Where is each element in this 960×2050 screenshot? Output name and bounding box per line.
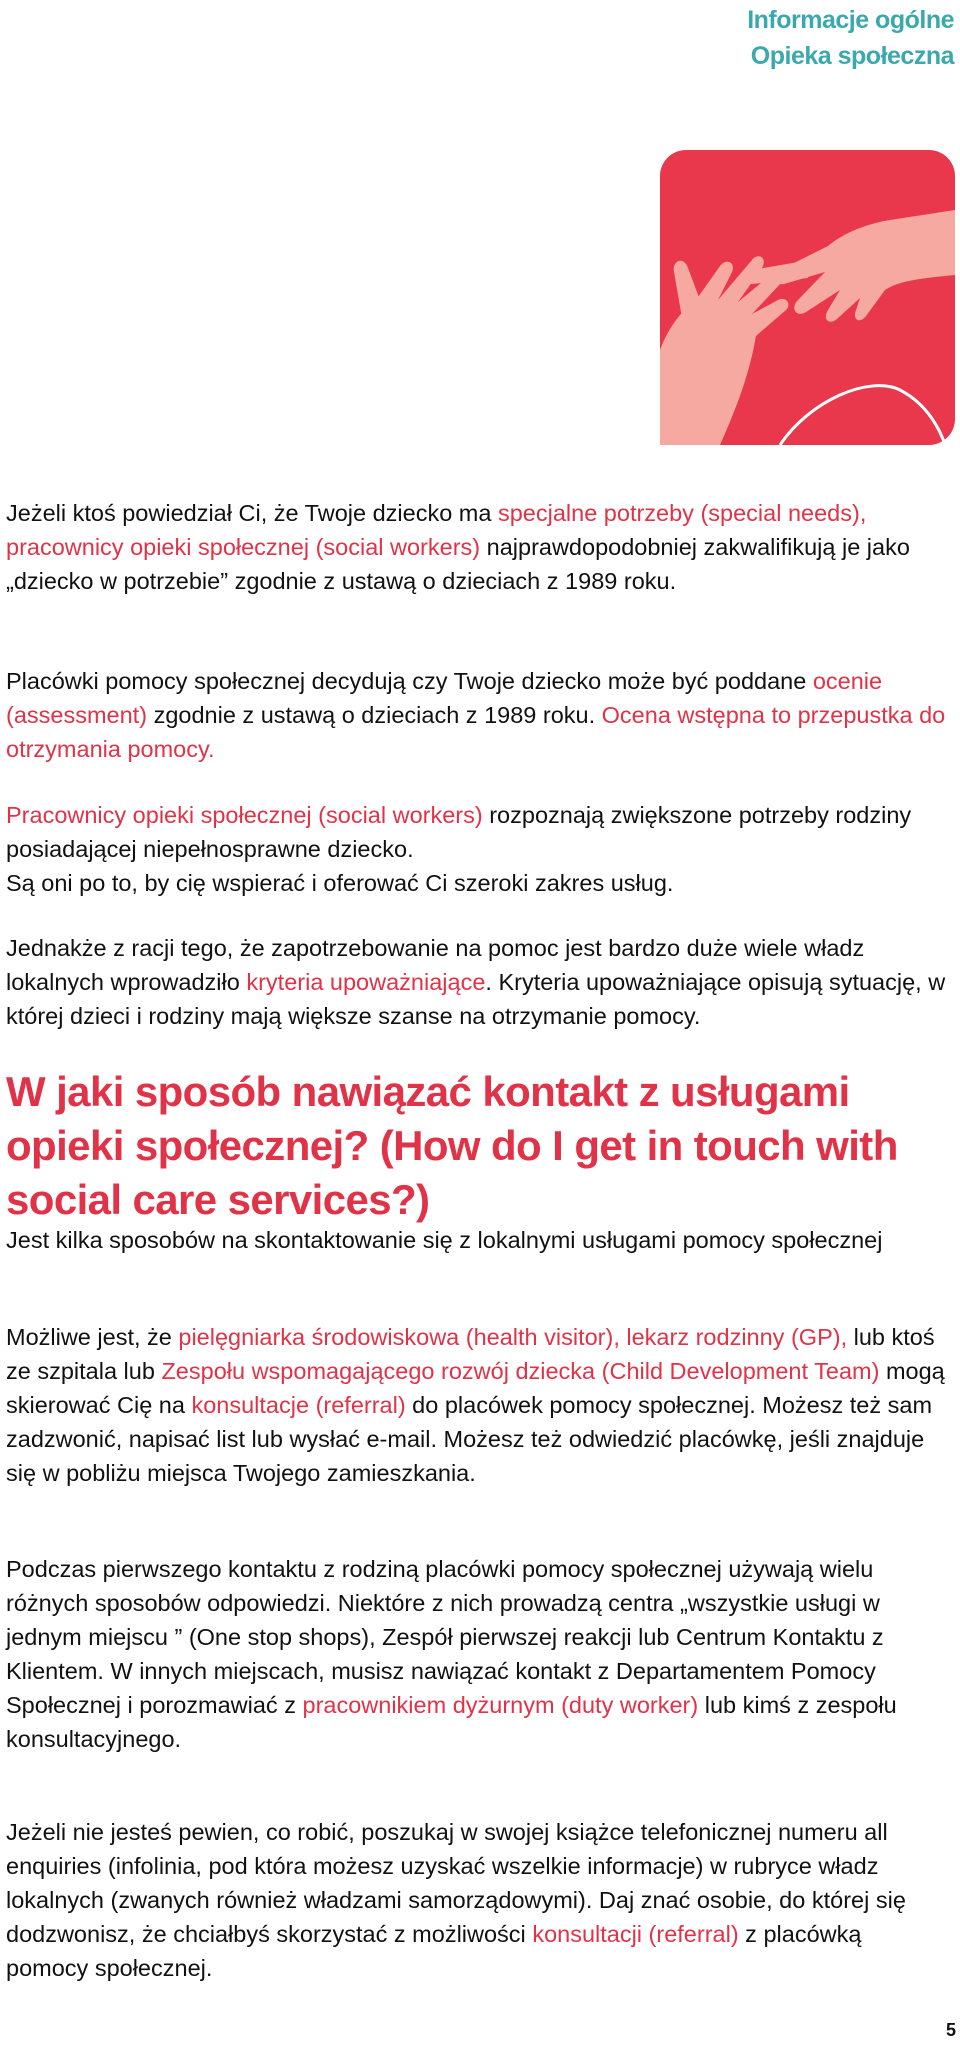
section-header: [747, 2, 954, 74]
text: rozpoznają zwiększone potrzeby rodziny posiadającej niepełnosprawne dziecko.: [6, 802, 912, 862]
paragraph-eligibility: [6, 931, 946, 1033]
highlight-referral-consultation: konsultacji (referral): [532, 1921, 739, 1947]
text: najprawdopodobniej zakwalifikują je jako „dziecko w potrzebie” zgodnie z ustawą o dzieciach z 1989 roku.: [6, 534, 910, 594]
highlight-social-workers: Pracownicy opieki społecznej (social workers): [6, 802, 483, 828]
text: Podczas pierwszego kontaktu z rodziną placówki pomocy społecznej używają wielu różnych sposobów odpowiedzi. Niektóre z nich prowadzą centra „wszystkie usługi w jednym miejscu ” (One stop shops), Zespół pierwszej reakcji lub Centrum Kontaktu z Klientem. W innych miejscach, musisz nawiązać kontakt z Departamentem Pomocy Społecznej i porozmawiać z: [6, 1556, 884, 1718]
paragraph-ways-to-contact: [6, 1223, 946, 1257]
highlight-referral: konsultacje (referral): [191, 1392, 406, 1418]
text: Jest kilka sposobów na skontaktowanie się z lokalnymi usługami pomocy społecznej: [6, 1227, 883, 1253]
highlight-health-visitor: pielęgniarka środowiskowa (health visitor), lekarz rodzinny (GP),: [178, 1324, 848, 1350]
text: lub ktoś ze szpitala lub: [6, 1324, 935, 1384]
paragraph-first-contact: [6, 1552, 946, 1756]
highlight-duty-worker: pracownikiem dyżurnym (duty worker): [302, 1692, 699, 1718]
text: zgodnie z ustawą o dzieciach z 1989 roku.: [147, 702, 602, 728]
paragraph-phone-book: [6, 1815, 946, 1985]
header-line-2: Opieka społeczna: [750, 42, 954, 70]
page-number: 5: [945, 2020, 956, 2040]
highlight-assessment: ocenie (assessment): [6, 668, 883, 728]
text: Możliwe jest, że: [6, 1324, 179, 1350]
text: do placówek pomocy społecznej. Możesz też sam zadzwonić, napisać list lub wysłać e-mail. Możesz też odwiedzić placówkę, jeśli znajduje się w pobliżu miejsca Twojego zamieszkania.: [6, 1392, 933, 1486]
highlight-special-needs: specjalne potrzeby (special needs), pracownicy opieki społecznej (social workers): [6, 500, 867, 560]
text: Placówki pomocy społecznej decydują czy Twoje dziecko może być poddane: [6, 668, 813, 694]
paragraph-assessment: [6, 664, 946, 766]
header-line-1: Informacje ogólne: [747, 6, 954, 34]
text: Jeżeli nie jesteś pewien, co robić, poszukaj w swojej książce telefonicznej numeru all enquiries (infolinia, pod która możesz uzyskać wszelkie informacje) w rubryce władz lokalnych (zwanych również władzami samorządowymi). Daj znać osobie, do której się dodzwonisz, że chciałbyś skorzystać z możliwości: [6, 1819, 906, 1947]
highlight-eligibility-criteria: kryteria upoważniające: [246, 969, 486, 995]
paragraph-referral: [6, 1320, 946, 1490]
section-heading: W jaki sposób nawiązać kontakt z usługami opieki społecznej? (How do I get in touch with social care services?): [6, 1068, 898, 1223]
paragraph-special-needs: [6, 496, 946, 598]
text: lub kimś z zespołu konsultacyjnego.: [6, 1692, 897, 1752]
text: Są oni po to, by cię wspierać i oferować Ci szeroki zakres usług.: [6, 870, 674, 896]
text: z placówką pomocy społecznej.: [6, 1921, 862, 1981]
highlight-child-development-team: Zespołu wspomagającego rozwój dziecka (Child Development Team): [161, 1358, 880, 1384]
text: mogą skierować Cię na: [6, 1358, 945, 1418]
highlight-initial-assessment: Ocena wstępna to przepustka do otrzymania pomocy.: [6, 702, 946, 762]
text: Jednakże z racji tego, że zapotrzebowanie na pomoc jest bardzo duże wiele władz lokalnych wprowadziło: [6, 935, 865, 995]
text: Jeżeli ktoś powiedział Ci, że Twoje dziecko ma: [6, 500, 498, 526]
hands-icon: [660, 150, 955, 445]
text: . Kryteria upoważniające opisują sytuację, w której dzieci i rodziny mają większe szanse na otrzymanie pomocy.: [6, 969, 946, 1029]
paragraph-social-workers: [6, 798, 946, 900]
